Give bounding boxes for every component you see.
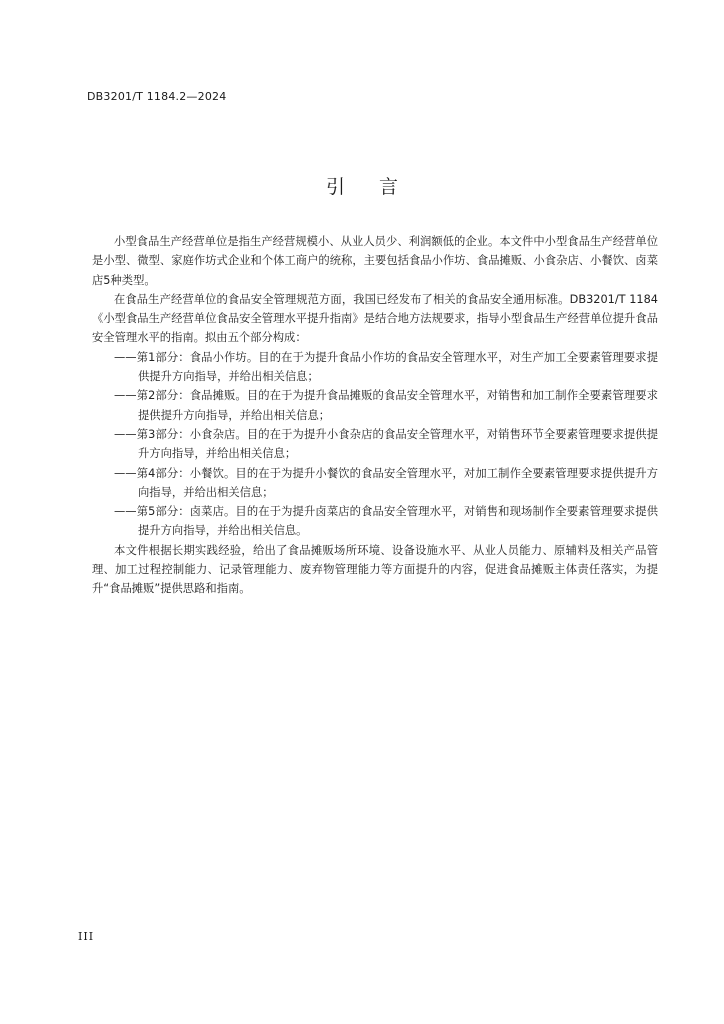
intro-paragraph-definition: 小型食品生产经营单位是指生产经营规模小、从业人员少、利润额低的企业。本文件中小型食品生产经营单位是小型、微型、家庭作坊式企业和个体工商户的统称，主要包括食品小作坊、食品摊贩、小食杂店、小餐饮、卤菜店5种类型。 bbox=[92, 235, 658, 287]
part-2-item: ——第2部分：食品摊贩。目的在于为提升食品摊贩的食品安全管理水平，对销售和加工制作全要素管理要求提供提升方向指导，并给出相关信息； bbox=[114, 389, 658, 422]
intro-paragraph-structure: 在食品生产经营单位的食品安全管理规范方面，我国已经发布了相关的食品安全通用标准。DB3201/T 1184《小型食品生产经营单位食品安全管理水平提升指南》是结合地方法规要求，指导小型食品生产经营单位提升食品安全管理水平的指南。拟由五个部分构成： bbox=[92, 292, 658, 345]
parts-list bbox=[92, 348, 658, 541]
part-4-item: ——第4部分：小餐饮。目的在于为提升小餐饮的食品安全管理水平，对加工制作全要素管理要求提供提升方向指导，并给出相关信息； bbox=[114, 466, 658, 499]
part-1-item: ——第1部分：食品小作坊。目的在于为提升食品小作坊的食品安全管理水平，对生产加工全要素管理要求提供提升方向指导，并给出相关信息； bbox=[114, 350, 658, 384]
part-3-item: ——第3部分：小食杂店。目的在于为提升小食杂店的食品安全管理水平，对销售环节全要素管理要求提供提升方向指导，并给出相关信息； bbox=[114, 427, 658, 461]
introduction-body bbox=[92, 232, 658, 599]
closing-paragraph: 本文件根据长期实践经验，给出了食品摊贩场所环境、设备设施水平、从业人员能力、原辅料及相关产品管理、加工过程控制能力、记录管理能力、废弃物管理能力等方面提升的内容，促进食品摊贩主体责任落实，为提升“食品摊贩”提供思路和指南。 bbox=[92, 543, 658, 596]
page-title: 引言 bbox=[325, 176, 432, 198]
part-5-item: ——第5部分：卤菜店。目的在于为提升卤菜店的食品安全管理水平，对销售和现场制作全要素管理要求提供提升方向指导，并给出相关信息。 bbox=[114, 505, 658, 538]
document-code: DB3201/T 1184.2—2024 bbox=[87, 90, 227, 103]
page-number: III bbox=[78, 930, 95, 943]
